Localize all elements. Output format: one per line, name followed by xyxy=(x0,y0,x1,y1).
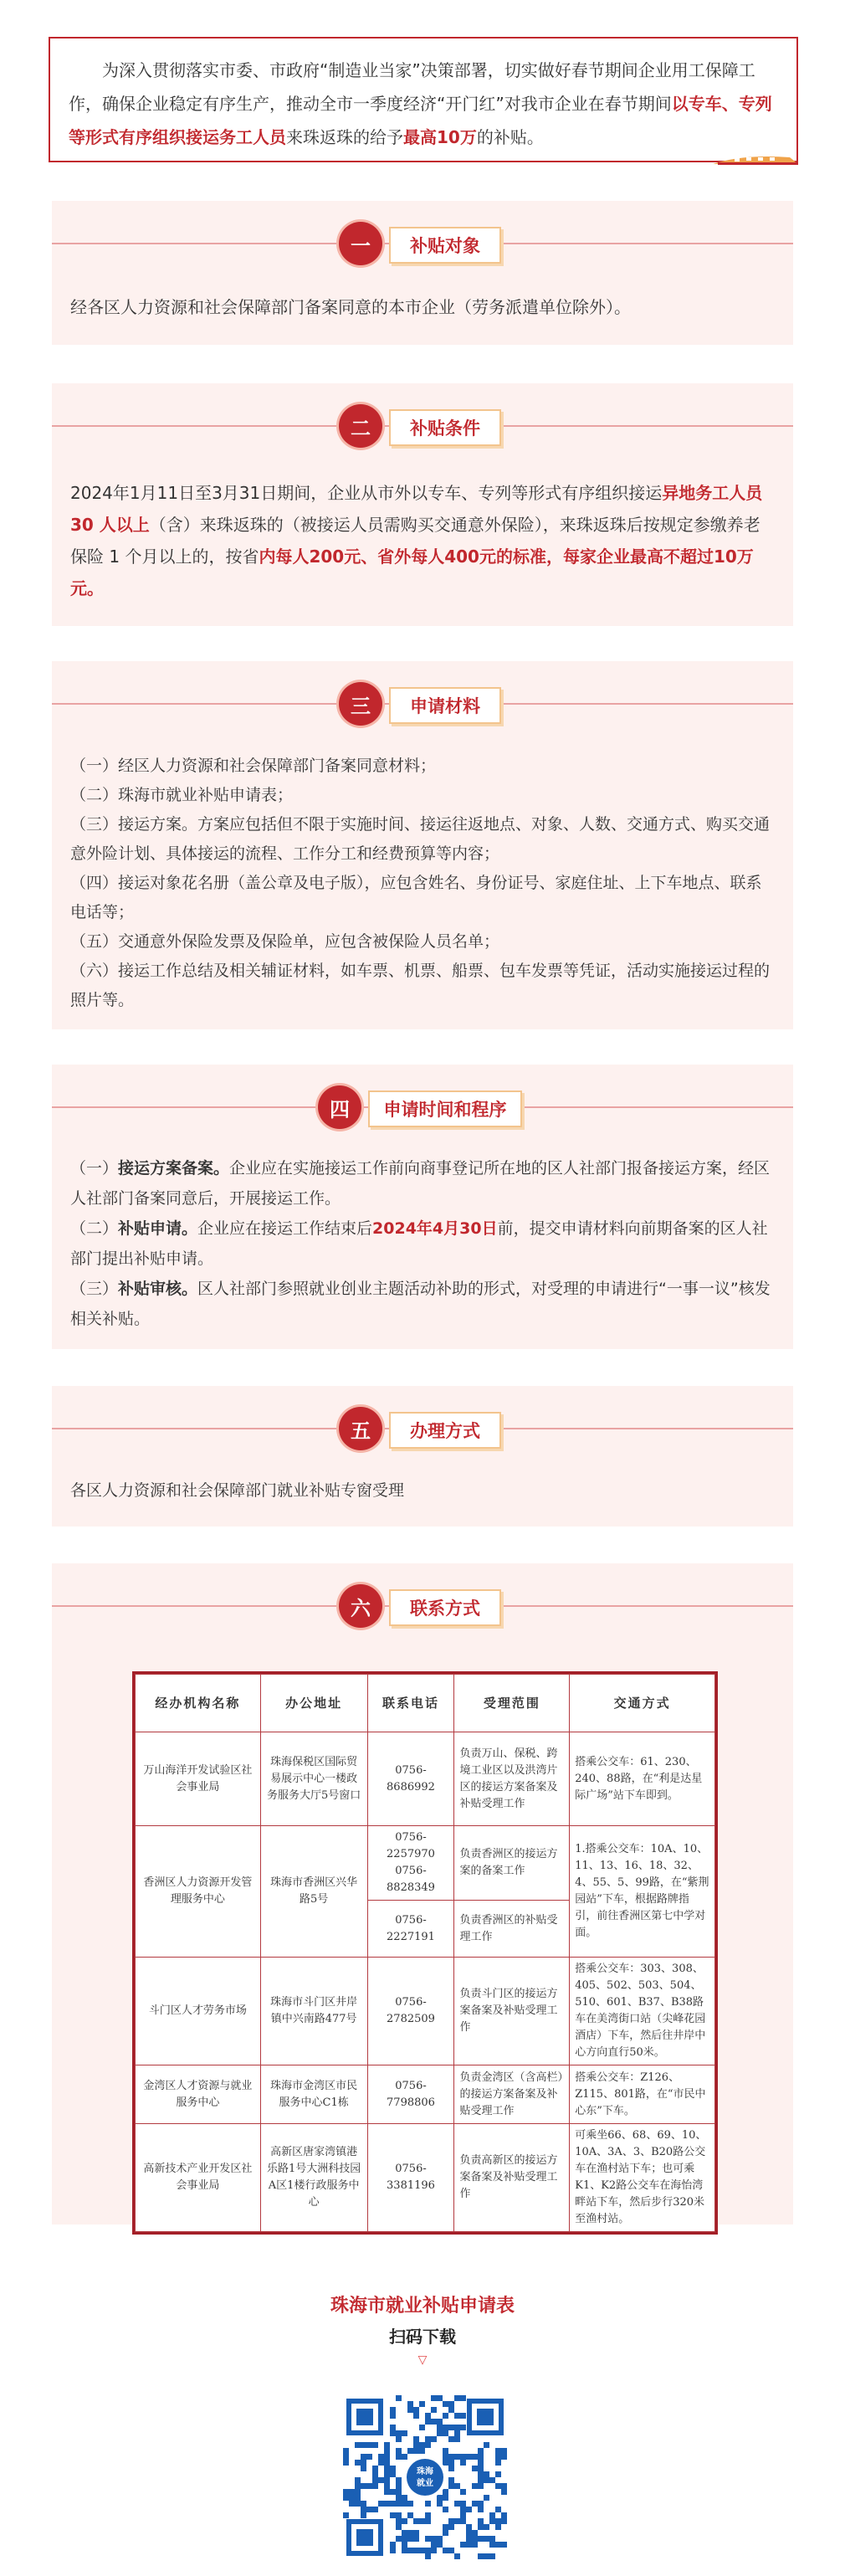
application-form-title: 珠海市就业补贴申请表 xyxy=(330,2296,515,2317)
scope-cell: 负责高新区的接运方案备案及补贴受理工作 xyxy=(454,2124,570,2232)
phone-cell: 0756-2227191 xyxy=(367,1901,454,1958)
materials-list xyxy=(70,752,775,1015)
section-number: 五 xyxy=(339,1407,382,1450)
scope-cell: 负责香洲区的补贴受理工作 xyxy=(454,1901,570,1958)
traffic-cell: 可乘坐66、68、69、10、10A、3A、3、B20路公交车在渔村站下车；也可乘K1、K2路公交车在海怡湾畔站下车，然后步行320米至渔村站。 xyxy=(570,2124,715,2232)
section-application-materials xyxy=(52,661,793,1029)
phone-cell: 0756-2257970 0756-8828349 xyxy=(367,1826,454,1901)
section-header xyxy=(318,1085,527,1129)
phone-cell: 0756-3381196 xyxy=(367,2124,454,2232)
section-number: 三 xyxy=(339,682,382,726)
column-header: 经办机构名称 xyxy=(136,1675,261,1732)
qr-logo-text-1: 珠海 xyxy=(417,2467,433,2476)
address-cell: 珠海市斗门区井岸镇中兴南路477号 xyxy=(260,1958,367,2065)
phone-cell: 0756-8686992 xyxy=(367,1732,454,1826)
procedure-step: （一）接运方案备案。企业应在实施接运工作前向商事登记所在地的区人社部门报备接运方案，经区人社部门备案同意后，开展接运工作。 xyxy=(70,1159,771,1208)
column-header: 受理范围 xyxy=(454,1675,570,1732)
traffic-cell: 搭乘公交车：61、230、240、88路，在“利是达星际广场”站下车即到。 xyxy=(570,1732,715,1826)
section-body: 经各区人力资源和社会保障部门备案同意的本市企业（劳务派遣单位除外）。 xyxy=(70,297,631,317)
traffic-cell: 搭乘公交车：Z126、Z115、801路，在“市民中心东”下车。 xyxy=(570,2065,715,2124)
section-title: 申请材料 xyxy=(389,687,501,724)
section-header xyxy=(339,682,506,726)
down-arrow-icon: ▽ xyxy=(417,2353,428,2367)
intro-text: 为深入贯彻落实市委、市政府“制造业当家”决策部署，切实做好春节期间企业用工保障工作，确保企业稳定有序生产，推动全市一季度经济“开门红”对我市企业在春节期间以专车、专列等形式有序组织接运务工人员来珠返珠的给予最高10万的补贴。 xyxy=(69,60,772,147)
org-cell: 香洲区人力资源开发管理服务中心 xyxy=(136,1826,261,1958)
section-title: 办理方式 xyxy=(389,1412,501,1449)
qr-code-icon[interactable] xyxy=(343,2395,507,2559)
qr-logo-text-2: 就业 xyxy=(417,2479,433,2488)
table-row xyxy=(136,2124,715,2232)
procedure-step: （三）补贴审核。区人社部门参照就业创业主题活动补助的形式，对受理的申请进行“一事一议”核发相关补贴。 xyxy=(70,1280,771,1328)
org-cell: 万山海洋开发试验区社会事业局 xyxy=(136,1732,261,1826)
table-row xyxy=(136,1732,715,1826)
section-body xyxy=(70,1153,775,1334)
table-row xyxy=(136,1958,715,2065)
address-cell: 珠海保税区国际贸易展示中心一楼政务服务大厅5号窗口 xyxy=(260,1732,367,1826)
table-row xyxy=(136,2065,715,2124)
section-title: 联系方式 xyxy=(389,1589,501,1626)
contact-table xyxy=(132,1671,718,2235)
scope-cell: 负责万山、保税、跨境工业区以及洪湾片区的接运方案备案及补贴受理工作 xyxy=(454,1732,570,1826)
list-item: （三）接运方案。方案应包括但不限于实施时间、接运往返地点、对象、人数、交通方式、购买交通意外险计划、具体接运的流程、工作分工和经费预算等内容； xyxy=(70,815,771,863)
address-cell: 高新区唐家湾镇港乐路1号大洲科技园A区1楼行政服务中心 xyxy=(260,2124,367,2232)
list-item: （六）接运工作总结及相关辅证材料，如车票、机票、船票、包车发票等凭证，活动实施接运过程的照片等。 xyxy=(70,962,771,1009)
list-item: （一）经区人力资源和社会保障部门备案同意材料； xyxy=(70,757,437,775)
section-header xyxy=(339,1407,506,1450)
list-item: （四）接运对象花名册（盖公章及电子版），应包含姓名、身份证号、家庭住址、上下车地点、联系电话等； xyxy=(70,874,762,921)
org-cell: 金湾区人才资源与就业服务中心 xyxy=(136,2065,261,2124)
scope-cell: 负责金湾区（含高栏）的接运方案备案及补贴受理工作 xyxy=(454,2065,570,2124)
section-number: 一 xyxy=(339,222,382,265)
traffic-cell: 1.搭乘公交车：10A、10、11、13、16、18、32、4、55、5、99路，在“紫荆园站”下车，根据路牌指引，前往香洲区第七中学对面。 xyxy=(570,1826,715,1958)
section-application-procedure xyxy=(52,1065,793,1349)
intro-box xyxy=(49,37,798,162)
address-cell: 珠海市金湾区市民服务中心C1栋 xyxy=(260,2065,367,2124)
column-header: 联系电话 xyxy=(367,1675,454,1732)
list-item: （二）珠海市就业补贴申请表； xyxy=(70,786,294,804)
section-header xyxy=(339,404,506,448)
train-decoration-icon xyxy=(709,151,801,169)
section-title: 补贴对象 xyxy=(389,227,501,264)
scope-cell: 负责斗门区的接运方案备案及补贴受理工作 xyxy=(454,1958,570,2065)
section-handling-method xyxy=(52,1386,793,1527)
phone-cell: 0756-7798806 xyxy=(367,2065,454,2124)
section-subsidy-conditions xyxy=(52,383,793,626)
table-row xyxy=(136,1826,715,1901)
section-number: 四 xyxy=(318,1085,361,1129)
section-subsidy-target xyxy=(52,201,793,345)
column-header: 办公地址 xyxy=(260,1675,367,1732)
procedure-step: （二）补贴申请。企业应在接运工作结束后2024年4月30日前，提交申请材料向前期备案的区人社部门提出补贴申请。 xyxy=(70,1219,768,1268)
phone-cell: 0756-2782509 xyxy=(367,1958,454,2065)
section-header xyxy=(339,222,506,265)
scope-cell: 负责香洲区的接运方案的备案工作 xyxy=(454,1826,570,1901)
section-header xyxy=(339,1584,506,1628)
section-body: 2024年1月11日至3月31日期间，企业从市外以专车、专列等形式有序组织接运异地务工人员 30 人以上（含）来珠返珠的（被接运人员需购买交通意外保险），来珠返珠后按规定参缴养老保险 1 个月以上的，按省内每人200元、省外每人400元的标准，每家企业最高不超过10万元。 xyxy=(70,483,763,598)
scan-to-download-label: 扫码下载 xyxy=(389,2327,456,2347)
section-number: 二 xyxy=(339,404,382,448)
org-cell: 斗门区人才劳务市场 xyxy=(136,1958,261,2065)
list-item: （五）交通意外保险发票及保险单，应包含被保险人员名单； xyxy=(70,932,500,951)
section-title: 申请时间和程序 xyxy=(368,1090,522,1127)
column-header: 交通方式 xyxy=(570,1675,715,1732)
section-body: 各区人力资源和社会保障部门就业补贴专窗受理 xyxy=(70,1481,405,1500)
org-cell: 高新技术产业开发区社会事业局 xyxy=(136,2124,261,2232)
section-number: 六 xyxy=(339,1584,382,1628)
section-title: 补贴条件 xyxy=(389,409,501,446)
address-cell: 珠海市香洲区兴华路5号 xyxy=(260,1826,367,1958)
table-header-row xyxy=(136,1675,715,1732)
traffic-cell: 搭乘公交车：303、308、405、502、503、504、510、601、B37、B38路车在美湾街口站（尖峰花园酒店）下车，然后往井岸中心方向直行50米。 xyxy=(570,1958,715,2065)
